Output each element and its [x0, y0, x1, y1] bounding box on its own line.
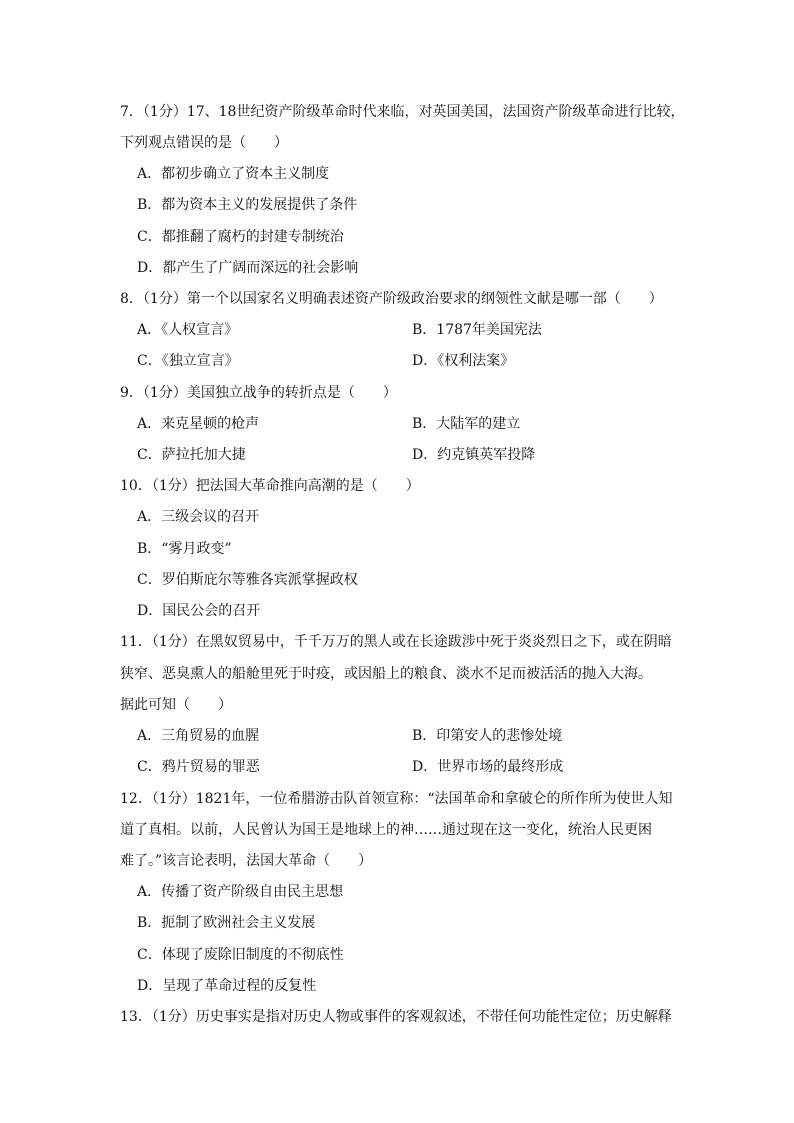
q8-option-d: D．《权利法案》 — [412, 353, 515, 369]
q12-option-c: C．体现了废除旧制度的不彻底性 — [137, 947, 344, 963]
q10-option-b: B．“雾月政变” — [137, 541, 232, 557]
q7-option-a: A．都初步确立了资本主义制度 — [137, 166, 330, 182]
q11-stem-line2: 狭窄、恶臭熏人的船舱里死于时疫，或因船上的粮食、淡水不足而被活活的抛入大海。 — [120, 666, 652, 682]
q12-option-a: A．传播了资产阶级自由民主思想 — [137, 884, 344, 900]
q11-option-b: B．印第安人的悲惨处境 — [412, 728, 563, 744]
q7-option-c: C．都推翻了腐朽的封建专制统治 — [137, 229, 344, 245]
q10-option-d: D．国民公会的召开 — [137, 603, 261, 619]
q11-option-c: C．鸦片贸易的罪恶 — [137, 759, 260, 775]
q8-option-c: C．《独立宣言》 — [137, 353, 239, 369]
q13-stem-line1: 13．（1分）历史事实是指对历史人物或事件的客观叙述，不带任何功能性定位；历史解释 — [120, 1009, 672, 1025]
q9-option-c: C．萨拉托加大捷 — [137, 447, 246, 463]
q9-stem-line1: 9．（1分）美国独立战争的转折点是（ ） — [120, 385, 397, 401]
q12-stem-line1: 12．（1分）1821年，一位希腊游击队首领宣称：“法国革命和拿破仑的所作所为使世人知 — [120, 791, 673, 807]
q12-option-d: D．呈现了革命过程的反复性 — [137, 978, 317, 994]
q9-option-b: B．大陆军的建立 — [412, 416, 521, 432]
q11-option-a: A．三角贸易的血腥 — [137, 728, 260, 744]
q7-option-d: D．都产生了广阔而深远的社会影响 — [137, 260, 359, 276]
q11-stem-line1: 11．（1分）在黑奴贸易中，千千万万的黑人或在长途跋涉中死于炎炎烈日之下，或在阴暗 — [120, 634, 672, 650]
q11-stem-line3: 据此可知（ ） — [120, 697, 232, 713]
q10-option-a: A．三级会议的召开 — [137, 509, 260, 525]
q11-option-d: D．世界市场的最终形成 — [412, 759, 564, 775]
q10-stem-line1: 10．（1分）把法国大革命推向高潮的是（ ） — [120, 478, 420, 494]
q12-stem-line2: 道了真相。以前，人民曾认为国王是地球上的神……通过现在这一变化，统治人民更困 — [120, 822, 652, 838]
q8-stem-line1: 8．（1分）第一个以国家名义明确表述资产阶级政治要求的纲领性文献是哪一部（ ） — [120, 291, 663, 307]
q7-stem-line1: 7．（1分）17、18世纪资产阶级革命时代来临，对英国美国，法国资产阶级革命进行比较， — [120, 104, 685, 120]
q12-stem-line3: 难了。”该言论表明，法国大革命（ ） — [120, 853, 373, 869]
q9-option-a: A．来克星顿的枪声 — [137, 416, 260, 432]
q10-option-c: C．罗伯斯庇尔等雅各宾派掌握政权 — [137, 572, 358, 588]
q8-option-a: A．《人权宣言》 — [137, 322, 239, 338]
q7-option-b: B．都为资本主义的发展提供了条件 — [137, 197, 358, 213]
q8-option-b: B．1787年美国宪法 — [412, 322, 542, 338]
q9-option-d: D．约克镇英军投降 — [412, 447, 536, 463]
q12-option-b: B．扼制了欧洲社会主义发展 — [137, 915, 316, 931]
q7-stem-line2: 下列观点错误的是（ ） — [120, 135, 288, 151]
